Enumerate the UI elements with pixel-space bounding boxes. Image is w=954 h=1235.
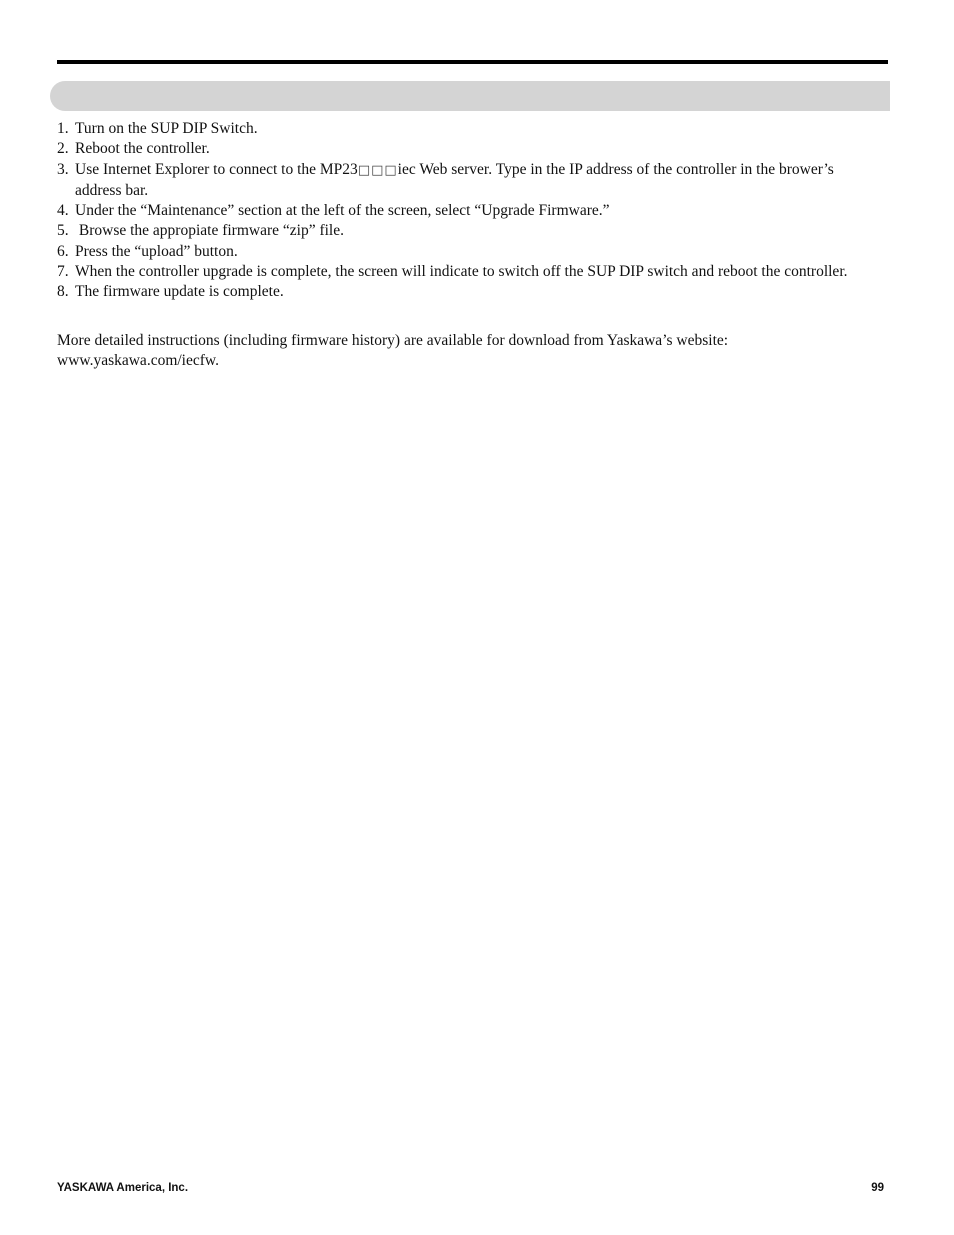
step-number: 7. [57, 263, 69, 281]
list-item [57, 282, 877, 302]
firmware-url: www.yaskawa.com/iecfw. [57, 352, 219, 370]
step-text-before: Use Internet Explorer to connect to the MP23 [75, 160, 358, 178]
step-text [75, 160, 877, 202]
step-text: The firmware update is complete. [75, 283, 284, 301]
download-note [57, 331, 877, 372]
download-note-text: More detailed instructions (including firmware history) are available for download from Yaskawa’s website: [57, 332, 729, 349]
top-rule [57, 60, 888, 64]
step-text: Press the “upload” button. [75, 242, 238, 260]
model-placeholder-boxes: □□□ [357, 162, 398, 178]
step-text: Reboot the controller. [75, 140, 210, 158]
list-item [57, 160, 877, 202]
list-item [57, 262, 877, 282]
list-item [57, 221, 877, 241]
step-number: 1. [57, 120, 69, 137]
step-number: 8. [57, 283, 69, 301]
step-number: 5. [57, 222, 69, 240]
section-header-band [50, 81, 890, 111]
firmware-upgrade-steps [57, 119, 877, 303]
step-number: 3. [57, 160, 69, 178]
step-text-after: iec Web server. Type in the IP address of the controller in the brower’s address bar. [75, 160, 834, 199]
step-number: 6. [57, 242, 69, 260]
list-item [57, 119, 877, 139]
footer-company: YASKAWA America, Inc. [57, 1182, 189, 1194]
step-text: Under the “Maintenance” section at the left of the screen, select “Upgrade Firmware.” [75, 202, 610, 220]
footer-page-number: 99 [871, 1182, 884, 1194]
list-item [57, 201, 877, 221]
step-text: Browse the appropiate firmware “zip” file. [75, 222, 344, 240]
step-text: When the controller upgrade is complete, the screen will indicate to switch off the SUP DIP switch and reboot the controller. [75, 263, 848, 281]
list-item [57, 242, 877, 262]
step-number: 4. [57, 202, 69, 220]
step-number: 2. [57, 140, 69, 158]
list-item [57, 139, 877, 159]
step-text: Turn on the SUP DIP Switch. [75, 120, 258, 137]
